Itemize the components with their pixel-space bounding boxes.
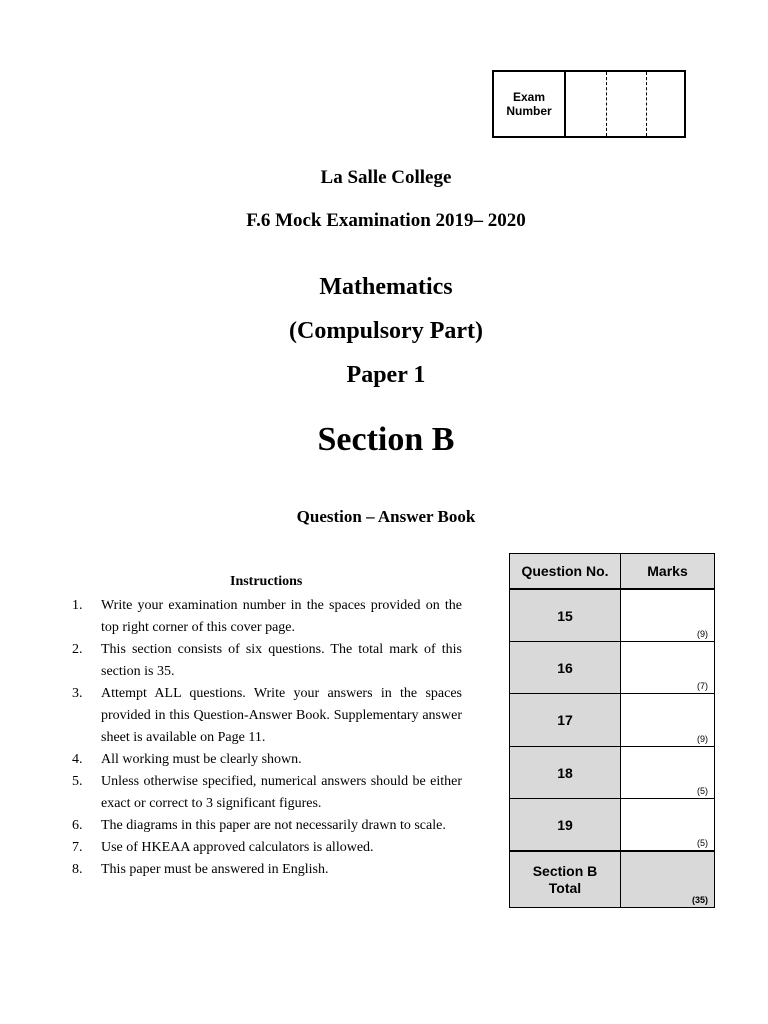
- instructions-title: Instructions: [230, 574, 303, 589]
- exam-number-label-line1: Exam: [512, 90, 546, 104]
- marks-entry-cell[interactable]: [621, 694, 714, 747]
- table-row-question: 19: [510, 799, 621, 852]
- marks-entry-cell[interactable]: [621, 799, 714, 852]
- list-item: 7. Use of HKEAA approved calculators is allowed.: [72, 840, 374, 855]
- section-total-label: Section B Total: [510, 852, 621, 907]
- max-marks: (9): [697, 629, 708, 639]
- list-item: 4. All working must be clearly shown.: [72, 752, 302, 767]
- instructions-list: [70, 595, 462, 881]
- max-marks: (5): [697, 786, 708, 796]
- school-name: La Salle College: [320, 167, 452, 188]
- table-row-question: 17: [510, 694, 621, 747]
- marks-entry-cell[interactable]: [621, 747, 714, 799]
- exam-number-box: [492, 70, 686, 138]
- max-marks: (9): [697, 734, 708, 744]
- section-title: Section B: [317, 421, 455, 458]
- list-item: 2. This section consists of six questions. The total mark of this section is 35.: [72, 642, 462, 679]
- list-item: 3. Attempt ALL questions. Write your answers in the spaces provided in this Question-Answer Book. Supplementary answer sheet is available on Page 11.: [72, 686, 462, 745]
- table-header-marks: Marks: [621, 554, 714, 590]
- subject-title: Mathematics: [319, 274, 453, 300]
- table-row-question: 15: [510, 590, 621, 642]
- list-item: 1. Write your examination number in the spaces provided on the top right corner of this cover page.: [72, 598, 462, 635]
- paper-title: Paper 1: [346, 362, 426, 388]
- marks-table: [509, 553, 715, 908]
- table-row-question: 16: [510, 642, 621, 694]
- marks-entry-cell[interactable]: [621, 642, 714, 694]
- book-title: Question – Answer Book: [296, 507, 476, 526]
- section-total-cell[interactable]: [621, 852, 714, 907]
- list-item: 6. The diagrams in this paper are not necessarily drawn to scale.: [72, 818, 446, 833]
- max-marks: (5): [697, 838, 708, 848]
- exam-title: F.6 Mock Examination 2019– 2020: [246, 210, 526, 231]
- list-item: 8. This paper must be answered in English.: [72, 862, 329, 877]
- list-item: 5. Unless otherwise specified, numerical answers should be either exact or correct to 3 significant figures.: [72, 774, 462, 811]
- total-max-marks: (35): [691, 895, 708, 905]
- exam-number-label-line2: Number: [506, 104, 552, 118]
- marks-entry-cell[interactable]: [621, 590, 714, 642]
- part-title: (Compulsory Part): [289, 318, 483, 344]
- table-row-question: 18: [510, 747, 621, 799]
- exam-number-label: [494, 72, 566, 136]
- table-header-question: Question No.: [510, 554, 621, 590]
- max-marks: (7): [697, 681, 708, 691]
- exam-number-divider: [606, 72, 607, 136]
- exam-number-divider: [646, 72, 647, 136]
